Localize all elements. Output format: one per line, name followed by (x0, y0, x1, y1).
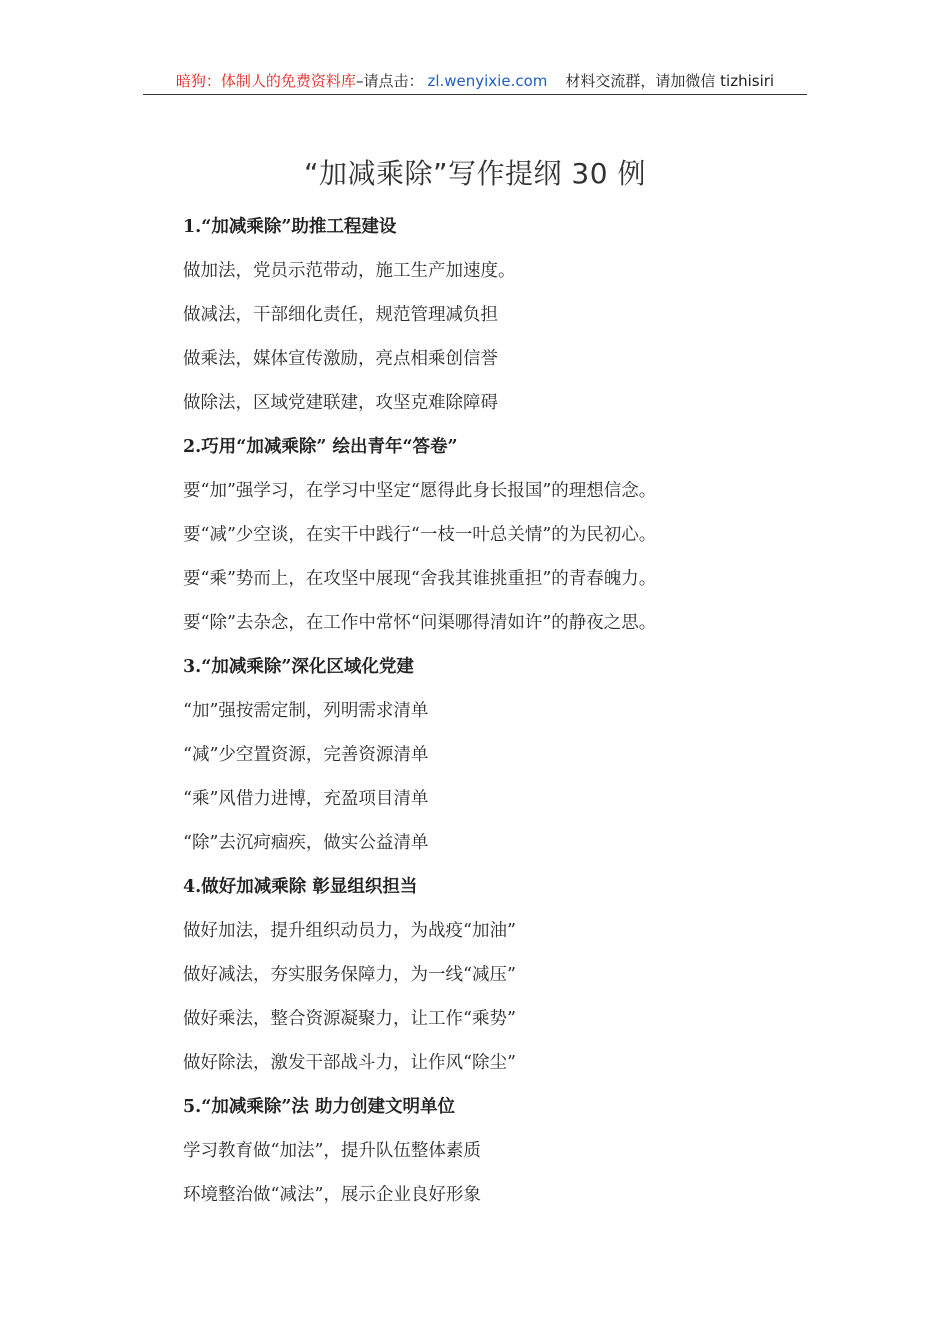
body-line: 做乘法，媒体宣传激励，亮点相乘创信誉 (183, 349, 498, 369)
section-heading: 5.“加减乘除”法 助力创建文明单位 (183, 1097, 455, 1117)
body-line: 做好除法，激发干部战斗力，让作风“除尘” (183, 1053, 516, 1073)
body-line: “除”去沉疴痼疾，做实公益清单 (183, 833, 429, 853)
document-body (183, 209, 803, 1221)
body-line: 要“乘”势而上，在攻坚中展现“舍我其谁挑重担”的青春魄力。 (183, 569, 657, 589)
body-line: 要“除”去杂念，在工作中常怀“问渠哪得清如许”的静夜之思。 (183, 613, 657, 633)
header-wechat-note: 材料交流群，请加微信 tizhisiri (565, 72, 775, 90)
section-heading: 2.巧用“加减乘除” 绘出青年“答卷” (183, 437, 458, 457)
header-url-link[interactable]: zl.wenyixie.com (427, 72, 548, 90)
body-line: 学习教育做“加法”，提升队伍整体素质 (183, 1141, 481, 1161)
document-title: “加减乘除”写作提纲 30 例 (304, 157, 646, 190)
section-heading: 3.“加减乘除”深化区域化党建 (183, 657, 414, 677)
body-line: 做除法，区域党建联建，攻坚克难除障碍 (183, 393, 498, 413)
body-line: 做好乘法，整合资源凝聚力，让工作“乘势” (183, 1009, 516, 1029)
body-line: 做好加法，提升组织动员力，为战疫“加油” (183, 921, 516, 941)
body-line: “加”强按需定制，列明需求清单 (183, 701, 429, 721)
header-click-text: –请点击： (355, 72, 424, 90)
body-line: 要“减”少空谈，在实干中践行“一枝一叶总关情”的为民初心。 (183, 525, 657, 545)
body-line: 环境整治做“减法”，展示企业良好形象 (183, 1185, 481, 1205)
body-line: “乘”风借力进博，充盈项目清单 (183, 789, 429, 809)
section-heading: 1.“加减乘除”助推工程建设 (183, 217, 397, 237)
page-header (143, 70, 807, 95)
body-line: 要“加”强学习，在学习中坚定“愿得此身长报国”的理想信念。 (183, 481, 657, 501)
header-brand: 暗狗：体制人的免费资料库 (175, 72, 356, 90)
body-line: 做加法，党员示范带动，施工生产加速度。 (183, 261, 516, 281)
body-line: 做减法，干部细化责任，规范管理减负担 (183, 305, 498, 325)
body-line: 做好减法，夯实服务保障力，为一线“减压” (183, 965, 516, 985)
section-heading: 4.做好加减乘除 彰显组织担当 (183, 877, 418, 897)
body-line: “减”少空置资源，完善资源清单 (183, 745, 429, 765)
